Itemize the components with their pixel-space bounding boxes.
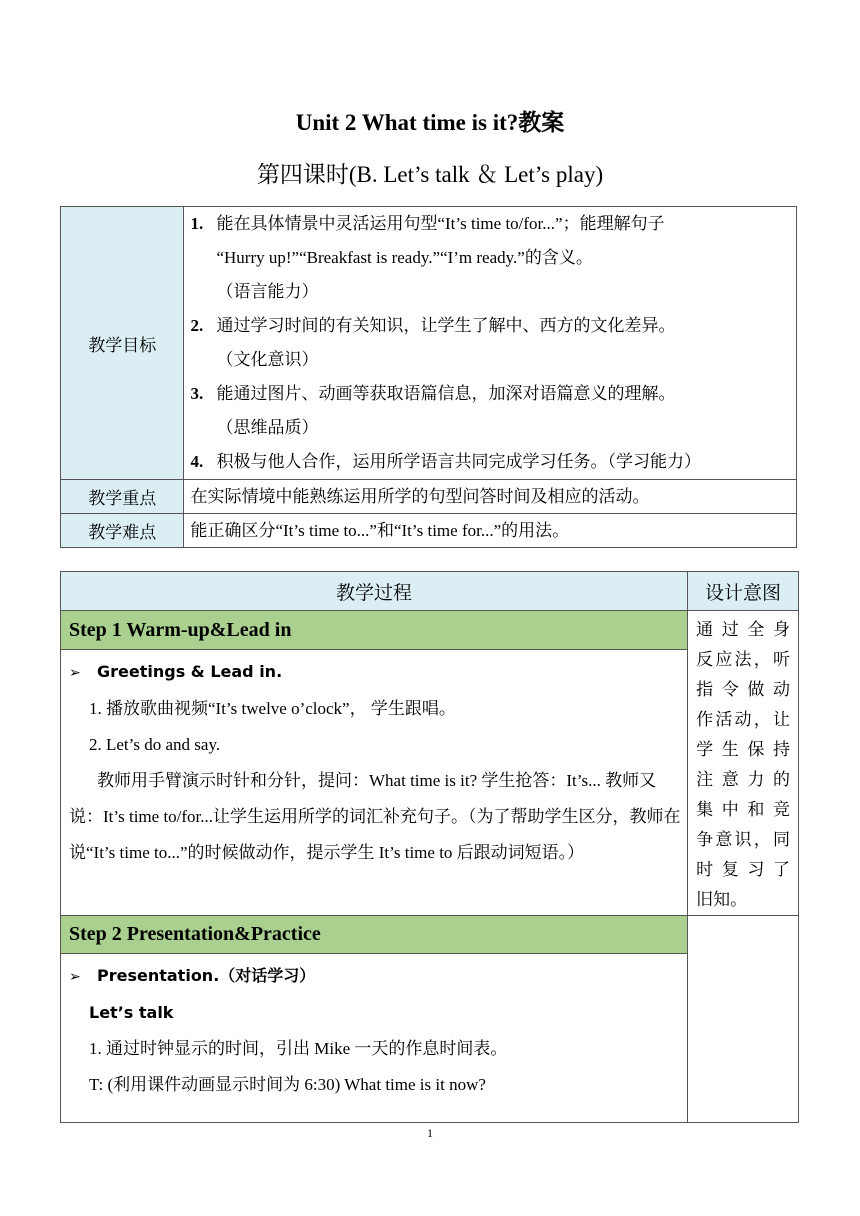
step2-content bbox=[61, 954, 688, 1123]
objectives-row bbox=[61, 207, 797, 480]
key-points-text: 在实际情境中能熟练运用所学的句型问答时间及相应的活动。 bbox=[184, 480, 797, 514]
process-table bbox=[60, 571, 799, 1123]
key-points-label: 教学重点 bbox=[61, 480, 184, 514]
step2-design-intent bbox=[688, 916, 799, 1123]
objective-2: 2. 通过学习时间的有关知识，让学生了解中、西方的文化差异。 （文化意识） bbox=[190, 316, 676, 369]
process-header: 教学过程 bbox=[61, 572, 688, 611]
step2-bullet: ➢ Presentation.（对话学习） bbox=[61, 958, 687, 995]
objective-4: 4. 积极与他人合作，运用所学语言共同完成学习任务。（学习能力） bbox=[190, 452, 701, 471]
document-subtitle: 第四课时(B. Let’s talk ＆ Let’s play) bbox=[256, 162, 604, 187]
arrow-bullet-icon: ➢ bbox=[69, 665, 81, 682]
step1-title: Step 1 Warm-up&Lead in bbox=[61, 611, 688, 650]
arrow-bullet-icon: ➢ bbox=[69, 969, 81, 985]
objectives-content bbox=[184, 207, 797, 480]
step2-subhead: Let’s talk bbox=[89, 1003, 174, 1022]
step1-paragraph: 教师用手臂演示时针和分针，提问：What time is it? 学生抢答：It’s... 教师又说：It’s time to/for...让学生运用所学的词汇补充句子。（为了帮助学生区分，教师在说“It’s time to...”的时候做动作，提示学生 It’s time to 后跟动词短语。） bbox=[69, 771, 681, 863]
step2-line1: 1. 通过时钟显示的时间，引出 Mike 一天的作息时间表。 bbox=[89, 1039, 508, 1058]
step1-line2: 2. Let’s do and say. bbox=[89, 735, 221, 755]
difficulty-label: 教学难点 bbox=[61, 514, 184, 548]
step1-bullet: ➢ Greetings & Lead in. bbox=[61, 654, 687, 691]
process-header-row bbox=[61, 572, 799, 611]
design-header: 设计意图 bbox=[688, 572, 799, 611]
step2-title: Step 2 Presentation&Practice bbox=[61, 916, 688, 954]
step1-content bbox=[61, 650, 688, 916]
step1-title-row bbox=[61, 611, 799, 650]
step2-title-row bbox=[61, 916, 799, 954]
step1-design-intent: 通过全身 反应法，听 指令做动 作活动，让 学生保持 注意力的 集中和竞 争意识，同 时复习了 旧知。 bbox=[688, 611, 799, 916]
objective-1: 1. 能在具体情景中灵活运用句型“It’s time to/for...”；能理解句子 “Hurry up!”“Breakfast is ready.”“I’m ready.”的含义。 （语言能力） bbox=[190, 214, 665, 301]
step1-line1: 1. 播放歌曲视频“It’s twelve o’clock”， 学生跟唱。 bbox=[89, 699, 456, 719]
page-number: 1 bbox=[427, 1126, 433, 1140]
step2-line2: T: (利用课件动画显示时间为 6:30) What time is it now? bbox=[89, 1075, 486, 1094]
key-points-row bbox=[61, 480, 797, 514]
difficulty-text: 能正确区分“It’s time to...”和“It’s time for...”的用法。 bbox=[184, 514, 797, 548]
objectives-table bbox=[60, 206, 797, 548]
objectives-label: 教学目标 bbox=[61, 207, 184, 480]
document-title: Unit 2 What time is it?教案 bbox=[295, 110, 565, 135]
difficulty-row bbox=[61, 514, 797, 548]
objective-3: 3. 能通过图片、动画等获取语篇信息，加深对语篇意义的理解。 （思维品质） bbox=[190, 384, 676, 437]
